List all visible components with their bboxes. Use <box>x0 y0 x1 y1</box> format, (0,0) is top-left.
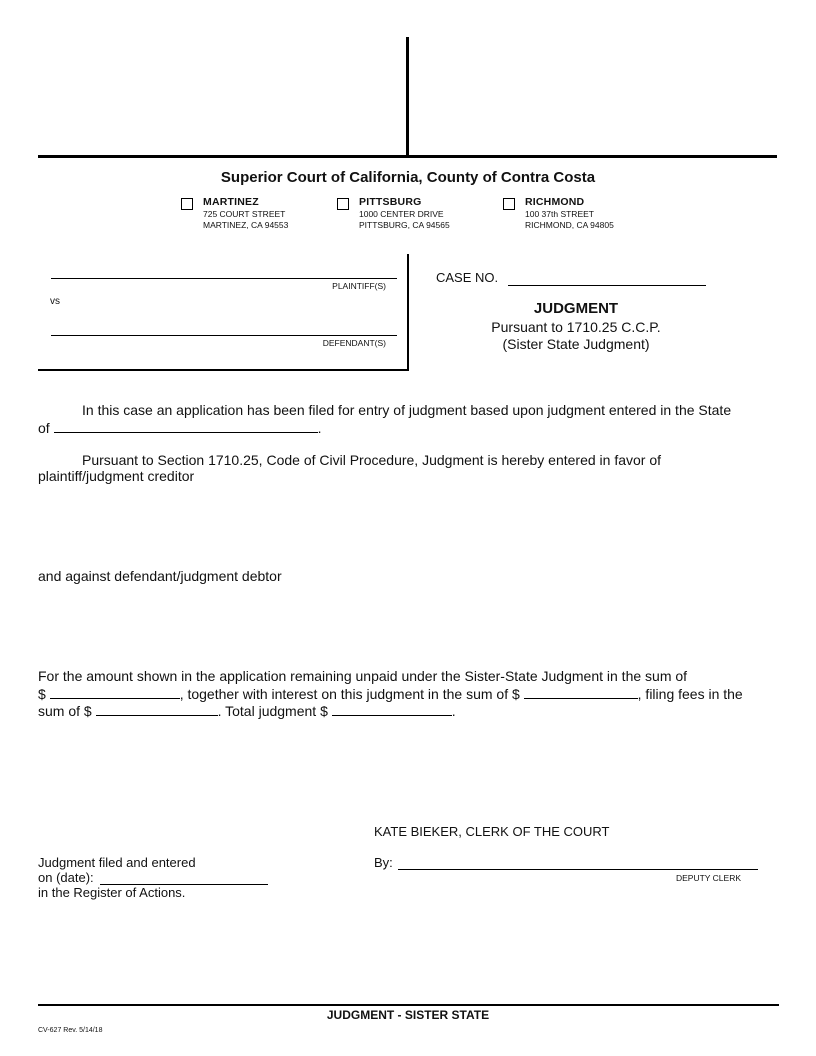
plaintiff-line[interactable] <box>51 278 397 279</box>
pittsburg-checkbox[interactable] <box>337 198 349 210</box>
document-title: JUDGMENT <box>533 300 619 317</box>
footer-rule <box>38 1004 779 1006</box>
total-judgment-field[interactable] <box>332 702 452 716</box>
header-vertical-rule <box>406 37 409 157</box>
interest-field[interactable] <box>524 685 638 699</box>
para4-sum-of-text: sum of $ <box>38 703 92 719</box>
document-subtitle-1: Pursuant to 1710.25 C.C.P. <box>491 319 661 335</box>
defendant-label: DEFENDANT(S) <box>322 338 386 348</box>
richmond-address2: RICHMOND, CA 94805 <box>525 220 614 230</box>
location-richmond[interactable] <box>503 196 653 236</box>
para4-fees-text: , filing fees in the <box>637 686 743 702</box>
martinez-address2: MARTINEZ, CA 94553 <box>203 220 289 230</box>
form-id: CV-627 Rev. 5/14/18 <box>38 1027 103 1034</box>
richmond-name: RICHMOND <box>525 196 585 208</box>
para4-line1: For the amount shown in the application remaining unpaid under the Sister-State Judgment in the sum of <box>38 668 688 684</box>
filed-line1: Judgment filed and entered <box>38 855 196 870</box>
vs-label: vs <box>50 296 60 307</box>
case-no-label: CASE NO. <box>436 270 499 285</box>
para2-line1: Pursuant to Section 1710.25, Code of Civil Procedure, Judgment is hereby entered in favor of <box>82 452 662 468</box>
plaintiff-label: PLAINTIFF(S) <box>332 281 386 291</box>
sum-field[interactable] <box>50 685 180 699</box>
para4-line2 <box>38 685 743 702</box>
case-no-line[interactable] <box>508 285 706 286</box>
state-field[interactable] <box>54 419 318 433</box>
para1-line1: In this case an application has been filed for entry of judgment based upon judgment entered in the State <box>82 402 732 418</box>
clerk-signature-line[interactable] <box>398 869 758 870</box>
para2-line2: plaintiff/judgment creditor <box>38 468 195 484</box>
location-martinez[interactable] <box>181 196 321 236</box>
dollar-sign: $ <box>38 686 46 702</box>
pittsburg-address2: PITTSBURG, CA 94565 <box>359 220 450 230</box>
deputy-clerk-label: DEPUTY CLERK <box>675 873 741 883</box>
martinez-checkbox[interactable] <box>181 198 193 210</box>
filing-fees-field[interactable] <box>96 702 218 716</box>
para1-of-label: of <box>38 420 50 436</box>
header-horizontal-rule <box>38 155 777 158</box>
para1-line2 <box>38 419 321 436</box>
pittsburg-name: PITTSBURG <box>359 196 422 208</box>
defendant-line[interactable] <box>51 335 397 336</box>
para3: and against defendant/judgment debtor <box>38 568 282 584</box>
caption-bottom-rule <box>38 369 409 371</box>
court-title: Superior Court of California, County of Contra Costa <box>220 169 596 186</box>
para4-total-text: . Total judgment $ <box>217 703 328 719</box>
footer-title: JUDGMENT - SISTER STATE <box>326 1008 490 1022</box>
martinez-address1: 725 COURT STREET <box>203 209 286 219</box>
document-subtitle-2: (Sister State Judgment) <box>502 336 650 352</box>
pittsburg-address1: 1000 CENTER DRIVE <box>359 209 444 219</box>
filed-line2: on (date): <box>38 870 94 885</box>
richmond-address1: 100 37th STREET <box>525 209 594 219</box>
martinez-name: MARTINEZ <box>203 196 259 208</box>
para4-line3 <box>38 702 456 719</box>
richmond-checkbox[interactable] <box>503 198 515 210</box>
para4-interest-text: , together with interest on this judgment in the sum of $ <box>179 686 520 702</box>
para1-period: . <box>317 420 322 436</box>
caption-vertical-rule <box>407 254 409 370</box>
filed-line3: in the Register of Actions. <box>38 885 186 900</box>
para4-period: . <box>451 703 456 719</box>
location-pittsburg[interactable] <box>337 196 487 236</box>
clerk-name: KATE BIEKER, CLERK OF THE COURT <box>374 824 610 839</box>
by-label: By: <box>374 855 393 870</box>
